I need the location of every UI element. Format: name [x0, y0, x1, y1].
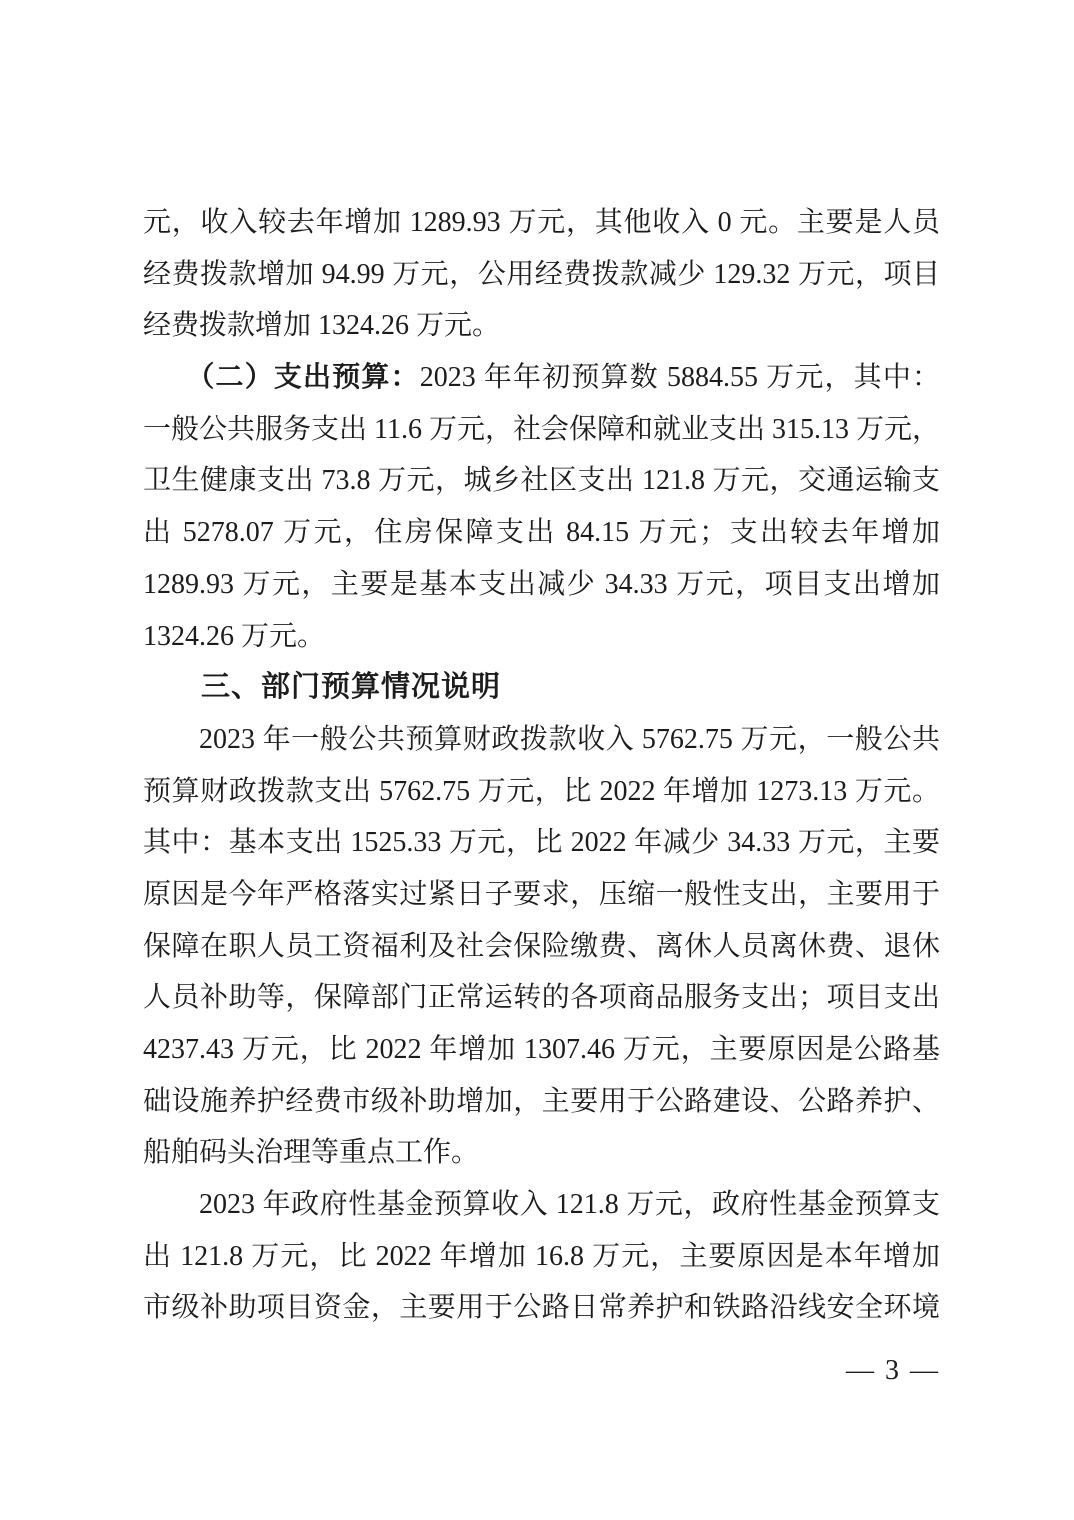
text-line: 2023 年一般公共预算财政拨款收入 5762.75 万元，一般公共	[199, 723, 940, 755]
text-line: 保障在职人员工资福利及社会保险缴费、离休人员离休费、退休	[143, 930, 940, 962]
subsection-label: （二）支出预算：	[186, 362, 420, 394]
text-line: 卫生健康支出 73.8 万元，城乡社区支出 121.8 万元，交通运输支	[143, 465, 940, 497]
page-number: — 3 —	[846, 1355, 940, 1386]
text-line: 元，收入较去年增加 1289.93 万元，其他收入 0 元。主要是人员	[143, 207, 940, 238]
text-line: 经费拨款增加 94.99 万元，公用经费拨款减少 129.32 万元，项目	[143, 258, 940, 290]
text-line	[143, 352, 940, 404]
text-line: 出 121.8 万元，比 2022 年增加 16.8 万元，主要原因是本年增加	[143, 1240, 940, 1272]
text-line: 一般公共服务支出 11.6 万元，社会保障和就业支出 315.13 万元，	[143, 413, 940, 445]
text-line: 船舶码头治理等重点工作。	[143, 1137, 480, 1169]
text-line: 1324.26 万元。	[143, 620, 326, 652]
section-heading: 三、部门预算情况说明	[201, 671, 502, 704]
page-content	[143, 197, 940, 1334]
text-line: 1289.93 万元，主要是基本支出减少 34.33 万元，项目支出增加	[143, 568, 940, 600]
text-line: 预算财政拨款支出 5762.75 万元，比 2022 年增加 1273.13 万元。	[143, 775, 940, 807]
text-span: 2023 年年初预算数 5884.55 万元，其中：	[419, 362, 940, 394]
text-line: 市级补助项目资金，主要用于公路日常养护和铁路沿线安全环境	[143, 1292, 940, 1324]
text-line: 4237.43 万元，比 2022 年增加 1307.46 万元，主要原因是公路基	[143, 1034, 940, 1065]
text-line: 原因是今年严格落实过紧日子要求，压缩一般性支出，主要用于	[143, 878, 940, 910]
text-line: 出 5278.07 万元，住房保障支出 84.15 万元；支出较去年增加	[143, 517, 940, 549]
text-line: 经费拨款增加 1324.26 万元。	[143, 310, 501, 342]
text-line: 2023 年政府性基金预算收入 121.8 万元，政府性基金预算支	[199, 1189, 940, 1221]
text-line: 础设施养护经费市级补助增加，主要用于公路建设、公路养护、	[143, 1085, 940, 1117]
text-line: 其中：基本支出 1525.33 万元，比 2022 年减少 34.33 万元，主要	[143, 827, 940, 859]
text-line: 人员补助等，保障部门正常运转的各项商品服务支出；项目支出	[143, 982, 940, 1014]
